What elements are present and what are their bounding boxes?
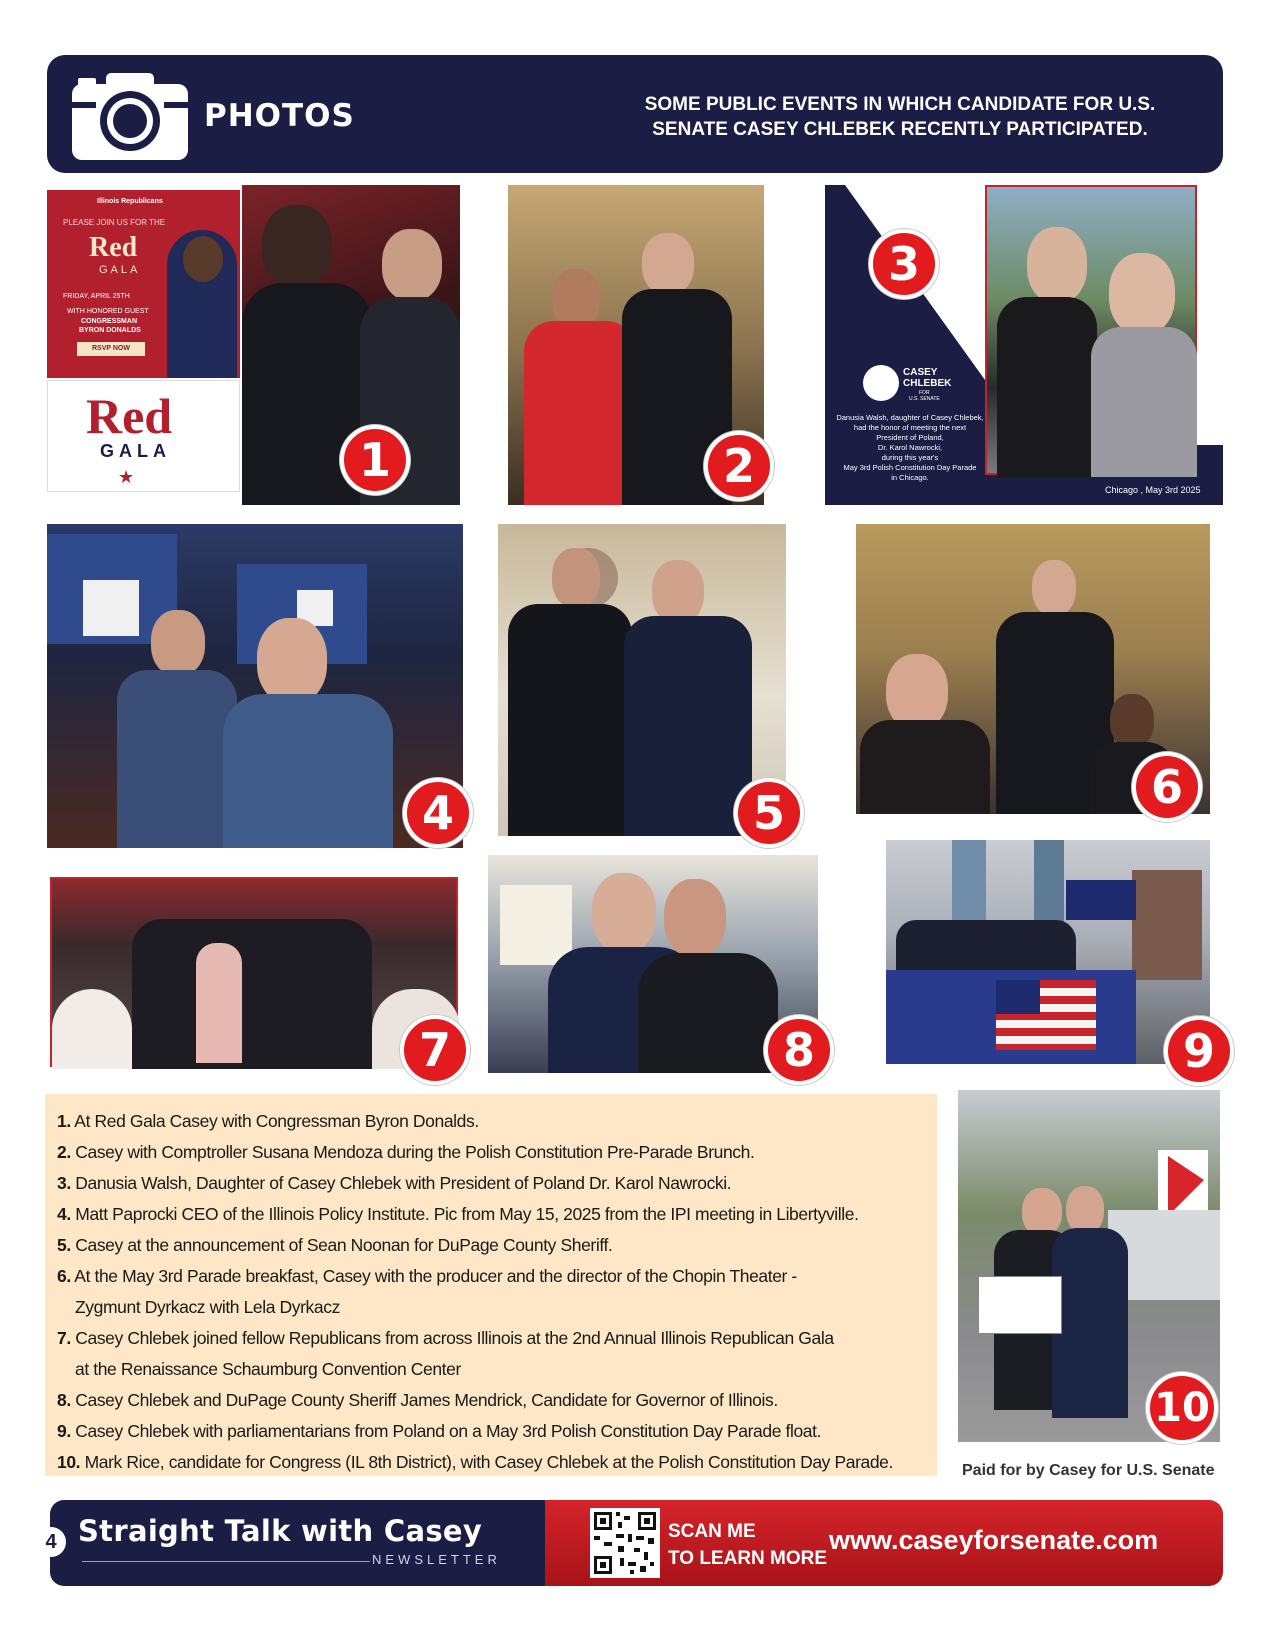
photo-number-badge: 1	[340, 425, 410, 495]
qr-code-icon[interactable]	[590, 1508, 660, 1578]
photo-number-badge: 4	[403, 778, 473, 848]
newsletter-subtitle: NEWSLETTER	[372, 1552, 501, 1567]
section-title: PHOTOS	[204, 98, 355, 134]
captions-box	[45, 1094, 937, 1476]
website-link[interactable]: www.caseyforsenate.com	[829, 1525, 1159, 1555]
photo-number-badge: 10	[1146, 1372, 1218, 1444]
photo-10	[958, 1090, 1220, 1442]
caption-item: 8. Casey Chlebek and DuPage County Sheriff James Mendrick, Candidate for Governor of Illinois.	[57, 1390, 778, 1410]
caption-item: 7. Casey Chlebek joined fellow Republicans from across Illinois at the 2nd Annual Illinois Republican Gala at the Renaissance Schaumburg Convention Center	[57, 1328, 834, 1379]
photo-number-badge: 5	[734, 778, 804, 848]
photo-5	[498, 524, 786, 840]
casey-logo: CASEY CHLEBEK FOR U.S. SENATE	[863, 365, 963, 405]
photo-2	[508, 185, 764, 505]
photo-8	[488, 855, 818, 1077]
newsletter-title: Straight Talk with Casey	[78, 1514, 483, 1548]
photo-3-panel	[825, 185, 1223, 505]
caption-item: 1. At Red Gala Casey with Congressman Byron Donalds.	[57, 1111, 479, 1131]
photo-number-badge: 9	[1164, 1016, 1234, 1086]
photo-number-badge: 2	[704, 431, 774, 501]
red-gala-logo: Red GALA ★	[47, 380, 240, 492]
panel3-text: Danusia Walsh, daughter of Casey Chlebek, had the honor of meeting the next President of Poland, Dr. Karol Nawrocki, during this year's May 3rd Polish Constitution Day Parade in Chicago.	[836, 413, 984, 482]
photo-9	[886, 840, 1215, 1078]
divider	[82, 1561, 370, 1562]
photo-number-badge: 3	[869, 229, 939, 299]
paid-for-disclaimer: Paid for by Casey for U.S. Senate	[962, 1462, 1215, 1479]
scan-cta: SCAN ME TO LEARN MORE	[668, 1521, 828, 1569]
star-icon: ★	[118, 467, 135, 487]
rsvp-button: RSVP NOW	[77, 342, 145, 356]
camera-icon	[72, 70, 188, 160]
red-gala-flyer: Illinois Republicans PLEASE JOIN US FOR THE Red GALA FRIDAY, APRIL 25TH WITH HONORED GUEST CONGRESSMAN BYRON DONALDS RSVP NOW	[47, 190, 240, 378]
caption-item: 4. Matt Paprocki CEO of the Illinois Policy Institute. Pic from May 15, 2025 from the IPI meeting in Libertyville.	[57, 1204, 859, 1224]
photo-number-badge: 8	[764, 1015, 834, 1085]
caption-item: 10. Mark Rice, candidate for Congress (IL 8th District), with Casey Chlebek at the Polish Constitution Day Parade.	[57, 1452, 893, 1472]
panel3-location: Chicago , May 3rd 2025	[1105, 485, 1201, 495]
caption-item: 3. Danusia Walsh, Daughter of Casey Chlebek with President of Poland Dr. Karol Nawrocki.	[57, 1173, 732, 1193]
caption-item: 2. Casey with Comptroller Susana Mendoza during the Polish Constitution Pre-Parade Brunch.	[57, 1142, 755, 1162]
caption-item: 6. At the May 3rd Parade breakfast, Casey with the producer and the director of the Chopin Theater - Zygmunt Dyrkacz with Lela Dyrkacz	[57, 1266, 797, 1317]
photo-number-badge: 7	[400, 1015, 470, 1085]
photo-6	[856, 524, 1210, 814]
photo-4	[47, 524, 463, 848]
caption-item: 5. Casey at the announcement of Sean Noonan for DuPage County Sheriff.	[57, 1235, 613, 1255]
photo-number-badge: 6	[1132, 752, 1202, 822]
photo-1	[242, 185, 460, 505]
section-subtitle: SOME PUBLIC EVENTS IN WHICH CANDIDATE FOR U.S. SENATE CASEY CHLEBEK RECENTLY PARTICIPATED.	[644, 94, 1156, 140]
page-number: 4	[36, 1527, 66, 1557]
caption-item: 9. Casey Chlebek with parliamentarians from Poland on a May 3rd Polish Constitution Day Parade float.	[57, 1421, 822, 1441]
photo-7	[50, 877, 458, 1077]
